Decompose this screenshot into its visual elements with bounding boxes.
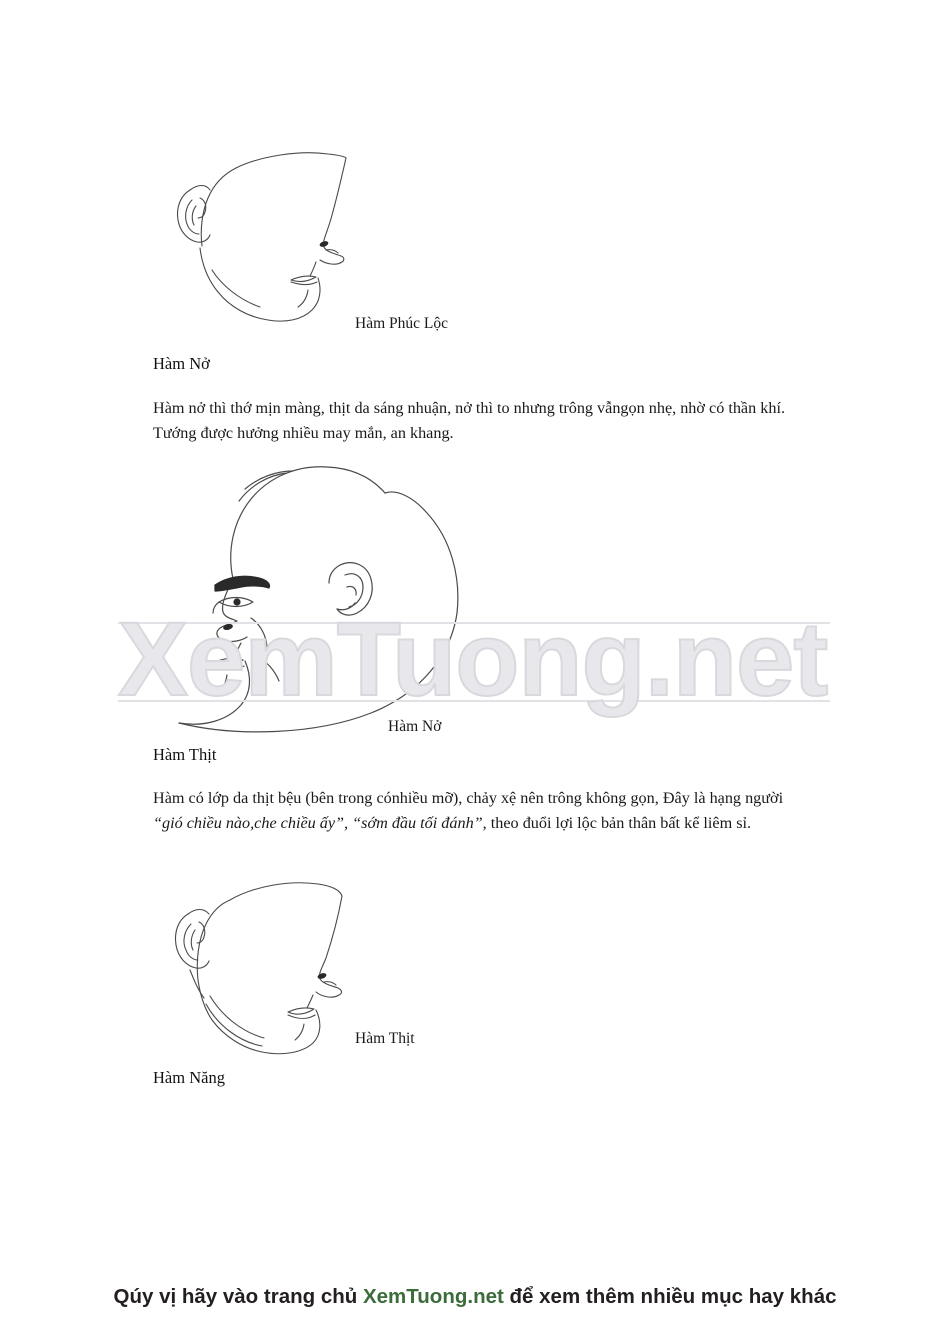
footer-note <box>0 1285 950 1309</box>
figure-caption-ham-no: Hàm Nở <box>388 718 442 735</box>
paragraph-ham-thit-part3: theo đuổi lợi lộc bản thân bất kể liêm sỉ. <box>486 814 752 833</box>
footer-site-name: XemTuong.net <box>362 1285 504 1308</box>
paragraph-ham-no: Hàm nở thì thớ mịn màng, thịt da sáng nhuận, nở thì to nhưng trông vẫngọn nhẹ, nhờ có thần khí. Tướng được hưởng nhiều may mắn, an khang. <box>153 399 785 443</box>
figure-ham-phuc-loc <box>150 150 420 330</box>
paragraph-ham-thit <box>153 786 808 836</box>
figure-ham-thit <box>150 878 420 1053</box>
paragraph-ham-thit-quote1: “gió chiều nào,che chiều ấy”, <box>153 814 349 833</box>
heading-ham-thit: Hàm Thịt <box>153 745 217 764</box>
footer-text-after: để xem thêm nhiều mục hay khác <box>503 1285 837 1308</box>
figure-caption-ham-thit: Hàm Thịt <box>355 1030 415 1047</box>
footer-text-before: Qúy vị hãy vào trang chủ <box>113 1285 363 1308</box>
heading-ham-no: Hàm Nở <box>153 354 210 373</box>
heading-ham-nang: Hàm Năng <box>153 1068 225 1087</box>
paragraph-ham-thit-part1: Hàm có lớp da thịt bệu (bên trong cónhiều mỡ), chảy xệ nên trông không gọn, Đây là hạng người <box>153 789 784 807</box>
watermark-text: XemTuong.net <box>118 601 828 718</box>
figure-caption-ham-phuc-loc: Hàm Phúc Lộc <box>355 315 448 332</box>
paragraph-ham-thit-quote2: “sớm đầu tối đánh”, <box>352 814 487 833</box>
figure-ham-no <box>175 455 615 730</box>
